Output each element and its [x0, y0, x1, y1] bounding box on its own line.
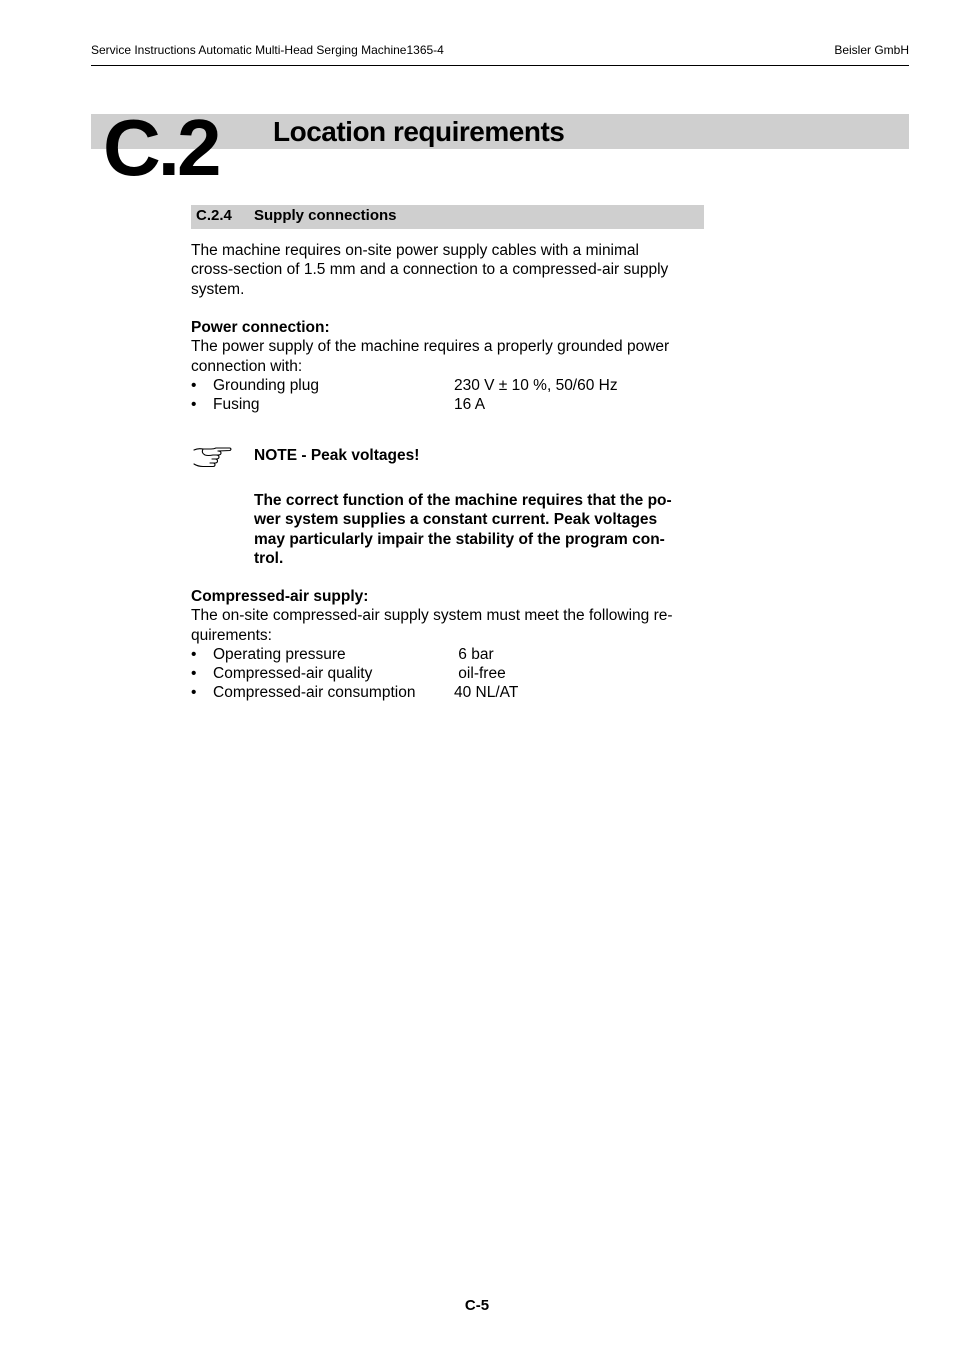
power-item-grounding-plug: [191, 376, 711, 395]
item-value: oil-free: [454, 665, 506, 682]
air-line: The on-site compressed-air supply system must meet the following re-: [191, 607, 673, 625]
item-label: Operating pressure: [213, 646, 346, 663]
note-line: may particularly impair the stability of the program con-: [254, 530, 665, 548]
bullet: •: [191, 396, 197, 413]
chapter-number: C.2: [103, 103, 219, 192]
intro-line: cross-section of 1.5 mm and a connection to a compressed-air supply: [191, 261, 669, 279]
item-value: 6 bar: [454, 646, 494, 663]
page-number: C-5: [464, 1297, 490, 1314]
power-connection-heading: Power connection:: [191, 319, 330, 336]
running-header-company: Beisler GmbH: [834, 43, 909, 57]
bullet: •: [191, 646, 197, 663]
running-header-title: Service Instructions Automatic Multi-Head Serging Machine1365-4: [91, 43, 444, 57]
item-label: Fusing: [213, 396, 260, 413]
bullet: •: [191, 377, 197, 394]
note-line: The correct function of the machine requires that the po-: [254, 492, 672, 509]
item-value: 230 V ± 10 %, 50/60 Hz: [454, 377, 618, 394]
air-line: quirements:: [191, 626, 272, 644]
intro-line: system.: [191, 280, 245, 298]
chapter-title: Location requirements: [273, 116, 565, 147]
air-item-quality: [191, 664, 711, 683]
power-item-fusing: [191, 395, 711, 414]
compressed-air-heading: Compressed-air supply:: [191, 588, 369, 605]
intro-line: The machine requires on-site power supply cables with a minimal: [191, 242, 639, 259]
air-item-operating-pressure: [191, 645, 711, 664]
compressed-air-block: [191, 587, 704, 645]
note-line: trol.: [254, 549, 284, 567]
bullet: •: [191, 684, 197, 701]
item-label: Grounding plug: [213, 377, 319, 394]
bullet: •: [191, 665, 197, 682]
item-value: 16 A: [454, 396, 486, 413]
item-label: Compressed-air consumption: [213, 684, 416, 701]
power-line: connection with:: [191, 357, 303, 375]
item-label: Compressed-air quality: [213, 665, 373, 682]
pointing-hand-icon: [192, 445, 234, 469]
section-number: C.2.4: [196, 207, 232, 224]
item-value: 40 NL/AT: [454, 684, 519, 701]
header-divider: [91, 65, 909, 66]
note-title: NOTE - Peak voltages!: [254, 447, 420, 464]
note-line: wer system supplies a constant current. Peak voltages: [254, 511, 658, 529]
intro-paragraph: [191, 241, 704, 299]
air-item-consumption: [191, 683, 711, 702]
power-connection-block: [191, 318, 704, 376]
section-title: Supply connections: [254, 207, 397, 224]
power-line: The power supply of the machine requires a properly grounded power: [191, 338, 670, 356]
note-body: [254, 491, 704, 568]
